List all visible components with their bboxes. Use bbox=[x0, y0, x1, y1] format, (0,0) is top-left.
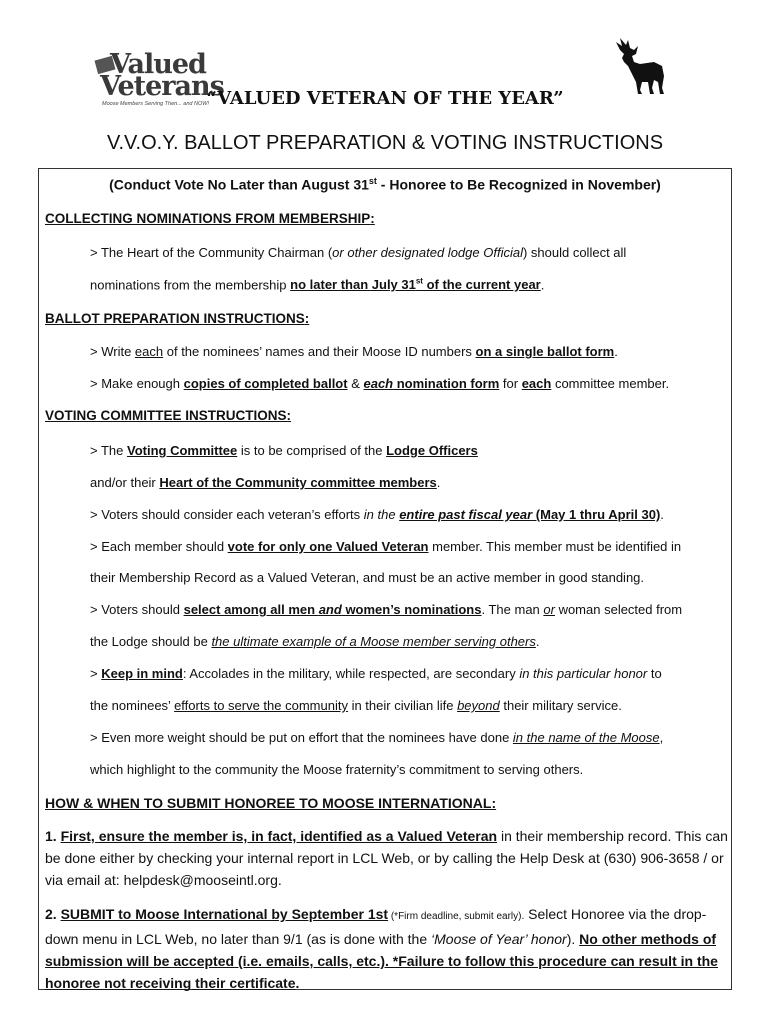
logo-word-veterans: Veterans bbox=[100, 71, 224, 102]
voting-line-3: > Voters should consider each veteran’s efforts in the entire past fiscal year (May 1 thru April 30). bbox=[90, 507, 664, 522]
submit-step-2: 2. SUBMIT to Moose International by September 1st (*Firm deadline, submit early). Select Honoree via the drop-down menu in LCL Web, no later than 9/1 (as is done with the ‘Moose of Year’ honor). No other methods of submission will be accepted (i.e. emails, calls, etc.). *Failure to follow this procedure can result in the honoree not receiving their certificate. bbox=[45, 906, 718, 991]
logo-word-valued: Valued bbox=[110, 49, 206, 80]
voting-line-8: > Keep in mind: Accolades in the military, while respected, are secondary in this particular honor to bbox=[90, 666, 662, 681]
voting-line-1: > The Voting Committee is to be comprised of the Lodge Officers bbox=[90, 443, 478, 458]
ballot-line-2: > Make enough copies of completed ballot & each nomination form for each committee member. bbox=[90, 376, 670, 391]
logo-tagline: Moose Members Serving Then... and NOW! bbox=[102, 101, 209, 107]
collecting-line-2: nominations from the membership no later than July 31st of the current year. bbox=[90, 277, 545, 293]
ballot-heading: BALLOT PREPARATION INSTRUCTIONS: bbox=[45, 311, 310, 326]
voting-line-9: the nominees’ efforts to serve the community in their civilian life beyond their military service. bbox=[90, 698, 622, 713]
voting-line-7: the Lodge should be the ultimate example of a Moose member serving others. bbox=[90, 634, 540, 649]
page-title: V.V.O.Y. BALLOT PREPARATION & VOTING INSTRUCTIONS bbox=[106, 132, 664, 154]
intro-line: (Conduct Vote No Later than August 31st - Honoree to Be Recognized in November) bbox=[109, 176, 661, 193]
voting-line-6: > Voters should select among all men and women’s nominations. The man or woman selected from bbox=[90, 602, 683, 617]
voting-line-11: which highlight to the community the Moose fraternity’s commitment to serving others. bbox=[90, 762, 584, 777]
voting-line-10: > Even more weight should be put on effort that the nominees have done in the name of the Moose, bbox=[90, 730, 664, 745]
voting-line-4: > Each member should vote for only one Valued Veteran member. This member must be identified in bbox=[90, 539, 682, 554]
submit-heading: HOW & WHEN TO SUBMIT HONOREE TO MOOSE INTERNATIONAL: bbox=[45, 795, 497, 811]
submit-step-1: 1. First, ensure the member is, in fact, identified as a Valued Veteran in their membership record. This can be done either by checking your internal report in LCL Web, or by calling the Help Desk at (630) 906-3658 / or via email at: helpdesk@mooseintl.org. bbox=[45, 828, 728, 888]
collecting-heading: COLLECTING NOMINATIONS FROM MEMBERSHIP: bbox=[45, 211, 375, 226]
ballot-line-1: > Write each of the nominees’ names and their Moose ID numbers on a single ballot form. bbox=[90, 344, 618, 359]
voting-line-5: their Membership Record as a Valued Veteran, and must be an active member in good standing. bbox=[90, 570, 645, 585]
moose-icon bbox=[614, 36, 672, 96]
voting-line-2: and/or their Heart of the Community committee members. bbox=[90, 475, 441, 490]
award-title: “VALUED VETERAN OF THE YEAR” bbox=[206, 88, 564, 109]
voting-heading: VOTING COMMITTEE INSTRUCTIONS: bbox=[45, 408, 291, 423]
collecting-line-1: > The Heart of the Community Chairman (or other designated lodge Official) should collect all bbox=[90, 245, 627, 260]
